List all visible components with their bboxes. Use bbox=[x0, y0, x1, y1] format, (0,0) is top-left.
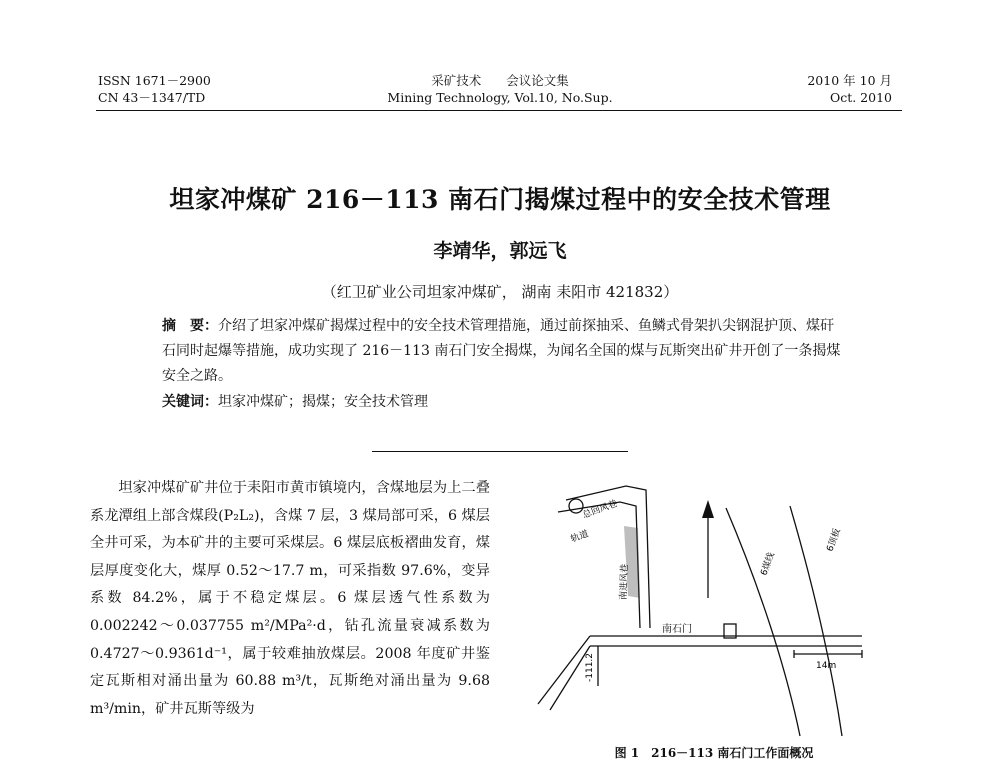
abstract-label: 摘 要： bbox=[162, 318, 218, 334]
date-cn: 2010 年 10 月 bbox=[807, 73, 892, 88]
label-distance: 14m bbox=[816, 661, 837, 671]
journal-name-en: Mining Technology, Vol.10, No.Sup. bbox=[387, 90, 613, 105]
north-arrow-icon bbox=[702, 500, 714, 518]
figure-mine-layout bbox=[528, 478, 900, 740]
label-seam6: 6煤线 bbox=[759, 551, 777, 578]
article-affiliation: （红卫矿业公司坦家冲煤矿， 湖南 耒阳市 421832） bbox=[321, 283, 679, 301]
section-divider bbox=[372, 451, 628, 452]
header-rule bbox=[96, 110, 902, 111]
label-elevation: -111.2 bbox=[585, 652, 595, 682]
label-crosscut: 南石门 bbox=[662, 624, 692, 635]
article-authors: 李靖华，郭远飞 bbox=[433, 240, 567, 262]
cn-number: CN 43－1347/TD bbox=[98, 90, 206, 105]
southwest-lane-upper bbox=[538, 636, 590, 704]
label-air-lane: 总回风巷 bbox=[581, 499, 619, 521]
southwest-lane-lower bbox=[550, 646, 590, 710]
abstract-text-block bbox=[162, 314, 842, 389]
figure-caption: 图 1 216－113 南石门工作面概况 bbox=[614, 746, 814, 760]
body-column-left bbox=[90, 475, 490, 723]
issn: ISSN 1671－2900 bbox=[98, 73, 211, 88]
article-title: 坦家冲煤矿 216－113 南石门揭煤过程中的安全技术管理 bbox=[169, 185, 831, 214]
label-seam6b: 6顶板 bbox=[825, 527, 843, 554]
body-paragraph: 坦家冲煤矿矿井位于耒阳市黄市镇境内，含煤地层为上二叠系龙潭组上部含煤段(P₂L₂)，含煤 7 层，3 煤局部可采，6 煤层全井可采，为本矿井的主要可采煤层。6 煤层底板褶曲发育，煤层厚度变化大，煤厚 0.52～17.7 m，可采指数 97.6%，变异系数 84.2%，属于不稳定煤层。6 煤层透气性系数为 0.002242～0.037755 m²/MPa²·d，钻孔流量衰减系数为 0.4727～0.9361d⁻¹，属于较难抽放煤层。2008 年度矿井鉴定瓦斯相对涌出量为 60.88 m³/t，瓦斯绝对涌出量为 9.68 m³/min，矿井瓦斯等级为 bbox=[90, 480, 490, 717]
abstract-block bbox=[162, 314, 842, 415]
header-right bbox=[807, 72, 892, 106]
label-track-lane: 轨道 bbox=[569, 529, 590, 545]
keywords-line bbox=[162, 390, 842, 415]
seam6-line bbox=[726, 508, 800, 736]
abstract-text: 介绍了坦家冲煤矿揭煤过程中的安全技术管理措施，通过前探抽采、鱼鳞式骨架扒尖钢混护顶、煤矸石同时起爆等措施，成功实现了 216－113 南石门安全揭煤，为闻名全国的煤与瓦斯突出矿井开创了一条揭煤安全之路。 bbox=[162, 318, 841, 384]
date-en: Oct. 2010 bbox=[829, 90, 892, 105]
keywords-text: 坦家冲煤矿；揭煤；安全技术管理 bbox=[218, 394, 428, 410]
keywords-label: 关键词： bbox=[162, 394, 218, 410]
journal-name-cn: 采矿技术 会议论文集 bbox=[431, 73, 569, 88]
label-incline: 南进风巷 bbox=[619, 563, 631, 601]
